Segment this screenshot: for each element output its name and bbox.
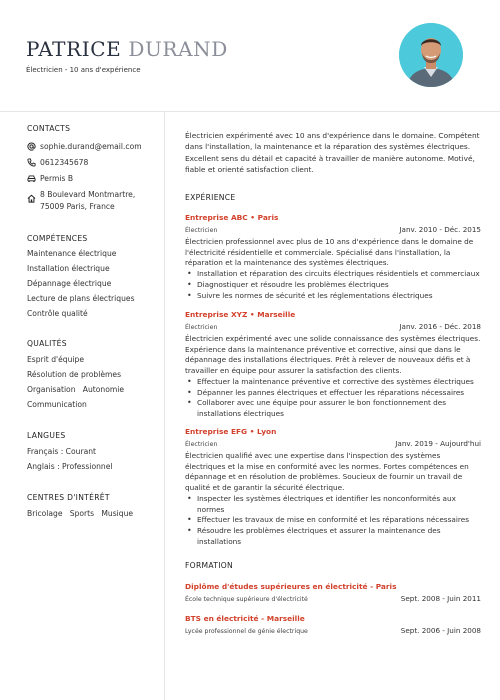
job-description: Électricien qualifié avec une expertise dans l'inspection des systèmes électriques et la mise en conformité avec les normes. Fortes compétences en dépannage et en résolution de problèmes. Soucieux de fournir un travail de qualité et de garantir la sécurité électrique. — [185, 451, 469, 493]
resume-header — [0, 0, 500, 112]
quality-item: Esprit d'équipe — [27, 355, 85, 364]
degree-title: Diplôme d'études supérieures en électricité - Paris — [185, 582, 397, 591]
at-icon — [27, 142, 40, 151]
job-role: Électricien — [185, 324, 218, 331]
contacts-title: CONTACTS — [27, 124, 71, 133]
languages-title: LANGUES — [27, 431, 66, 440]
address-line1: 8 Boulevard Montmartre, — [40, 190, 136, 199]
home-icon — [27, 194, 40, 203]
skill-item: Contrôle qualité — [27, 309, 88, 318]
email-contact[interactable] — [27, 141, 142, 153]
education-entry — [185, 614, 481, 635]
skill-item: Maintenance électrique — [27, 249, 117, 258]
skill-item: Dépannage électrique — [27, 279, 112, 288]
qualities-title: QUALITÉS — [27, 339, 67, 348]
quality-item: Organisation Autonomie — [27, 385, 125, 394]
job-bullet: • Installation et réparation des circuits électriques résidentiels et commerciaux — [185, 269, 481, 280]
profile-photo — [399, 23, 463, 87]
degree-title: BTS en électricité - Marseille — [185, 614, 305, 623]
job-bullet: • Collaborer avec une équipe pour assurer le bon fonctionnement des installations électriques — [185, 398, 481, 419]
job-subtitle: Électricien - 10 ans d'expérience — [26, 66, 141, 74]
job-role: Électricien — [185, 227, 218, 234]
job-bullet: • Résoudre les problèmes électriques et assurer la maintenance des installations — [185, 526, 481, 547]
language-item: Français : Courant — [27, 447, 97, 456]
interests-title: CENTRES D'INTÉRÊT — [27, 493, 110, 502]
education-dates: Sept. 2008 - Juin 2011 — [400, 594, 481, 603]
phone-icon — [27, 158, 40, 167]
school-name: Lycée professionnel de génie électrique — [185, 628, 308, 635]
full-name — [26, 37, 228, 61]
address-line2: 75009 Paris, France — [40, 202, 115, 211]
job-entry — [185, 310, 481, 420]
skills-title: COMPÉTENCES — [27, 234, 88, 243]
school-name: École technique supérieure d'électricité — [185, 596, 308, 603]
job-role: Électricien — [185, 441, 218, 448]
job-bullet: • Diagnostiquer et résoudre les problèmes électriques — [185, 280, 481, 291]
license-contact — [27, 173, 73, 185]
education-entry — [185, 582, 481, 603]
portrait-image — [399, 23, 463, 87]
profile-summary: Électricien expérimenté avec 10 ans d'expérience dans le domaine. Compétent dans l'installation, la maintenance et la réparation des systèmes électriques. Excellent sens du détail et capacité à travailler de manière autonome. Motivé, fiable et orienté satisfaction client. — [185, 131, 480, 174]
job-description: Électricien professionnel avec plus de 10 ans d'expérience dans le domaine de l'électricité résidentielle et commerciale. Spécialisé dans l'installation, la réparation et la maintenance des systèmes électriques. — [185, 237, 474, 268]
car-icon — [27, 174, 40, 183]
phone-text: 0612345678 — [40, 158, 89, 167]
formation-title: FORMATION — [185, 561, 234, 570]
job-bullet: • Suivre les normes de sécurité et les réglementations électriques — [185, 291, 481, 302]
job-title: Entreprise EFG • Lyon — [185, 427, 277, 436]
language-item: Anglais : Professionnel — [27, 462, 113, 471]
job-title: Entreprise ABC • Paris — [185, 213, 279, 222]
address-contact — [27, 189, 135, 213]
education-dates: Sept. 2006 - Juin 2008 — [400, 626, 481, 635]
skill-item: Lecture de plans électriques — [27, 294, 135, 303]
job-title: Entreprise XYZ • Marseille — [185, 310, 296, 319]
interests-list: Bricolage Sports Musique — [27, 509, 134, 518]
job-bullet: • Effectuer la maintenance préventive et corrective des systèmes électriques — [185, 377, 481, 388]
skill-item: Installation électrique — [27, 264, 110, 273]
email-text: sophie.durand@email.com — [40, 142, 142, 151]
job-bullet: • Inspecter les systèmes électriques et identifier les nonconformités aux normes — [185, 494, 481, 515]
job-entry — [185, 213, 481, 301]
job-bullet: • Effectuer les travaux de mise en conformité et les réparations nécessaires — [185, 515, 481, 526]
quality-item: Communication — [27, 400, 87, 409]
job-dates: Janv. 2019 - Aujourd'hui — [395, 439, 481, 448]
first-name: PATRICE — [26, 37, 122, 61]
job-dates: Janv. 2010 - Déc. 2015 — [399, 225, 481, 234]
quality-item: Résolution de problèmes — [27, 370, 122, 379]
job-bullet: • Dépanner les pannes électriques et effectuer les réparations nécessaires — [185, 388, 481, 399]
job-entry — [185, 427, 481, 547]
experience-title: EXPÉRIENCE — [185, 193, 236, 202]
license-text: Permis B — [40, 174, 74, 183]
last-name: DURAND — [128, 37, 228, 61]
job-dates: Janv. 2016 - Déc. 2018 — [399, 322, 481, 331]
job-description: Électricien expérimenté avec une solide connaissance des systèmes électriques. Expérience dans la maintenance préventive et corrective, ainsi que dans le dépannage des installations électriques. Prêt à relever de nouveaux défis et à travailler en équipe pour assurer la satisfaction des clients. — [185, 334, 481, 376]
phone-contact[interactable] — [27, 157, 88, 169]
